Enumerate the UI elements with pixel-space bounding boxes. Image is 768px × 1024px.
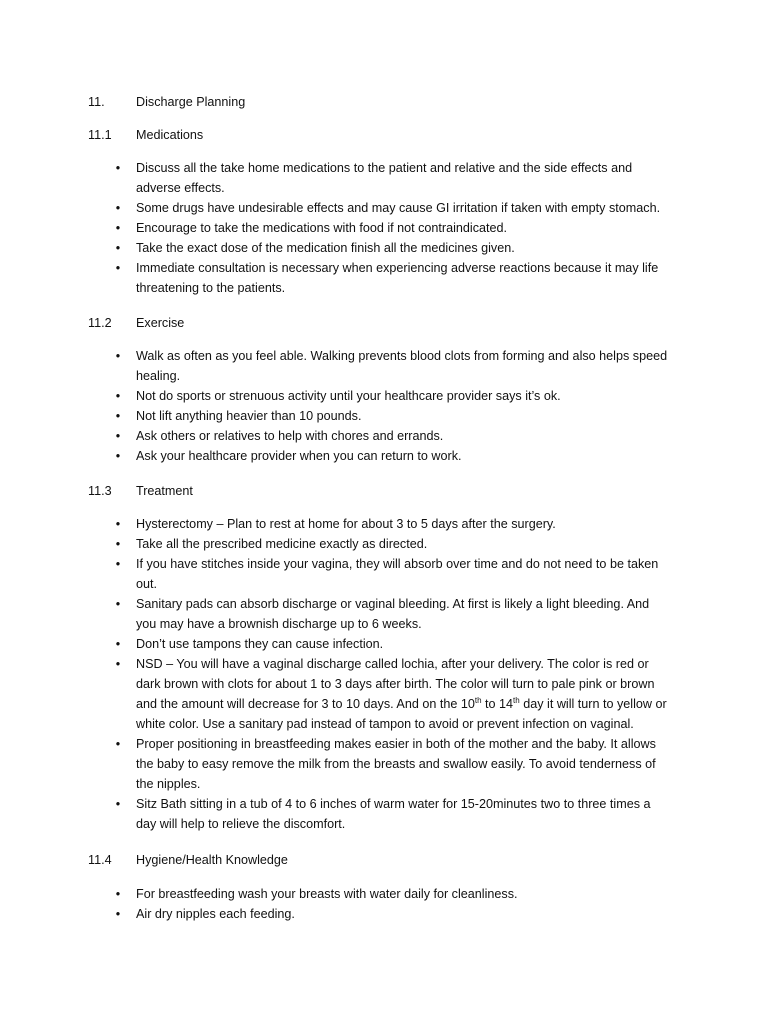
list-item-text: Ask others or relatives to help with chores and errands. [136,429,444,443]
bullet-icon: • [115,907,121,921]
list-item [0,554,768,594]
list-item [0,884,768,904]
exercise-list [0,346,768,466]
list-item [0,734,768,794]
list-item [0,594,768,634]
subsection-title: Medications [136,128,204,142]
list-item [0,406,768,426]
bullet-icon: • [115,887,121,901]
section-title: Discharge Planning [136,95,246,109]
hygiene-list [0,884,768,924]
bullet-icon: • [115,261,121,275]
bullet-icon: • [115,409,121,423]
list-item-text: Not do sports or strenuous activity until your healthcare provider says it’s ok. [136,389,561,403]
list-item [0,218,768,238]
bullet-icon: • [115,557,121,571]
subsection-number: 11.2 [88,316,112,330]
subsection-number: 11.4 [88,853,112,867]
bullet-icon: • [115,537,121,551]
bullet-icon: • [115,221,121,235]
bullet-icon: • [115,201,121,215]
list-item [0,386,768,406]
list-item-text: Take the exact dose of the medication finish all the medicines given. [136,241,515,255]
text-run: day it will turn to yellow or white color. Use a sanitary pad instead of tampon to avoid or prevent infection on vaginal. [136,697,667,731]
text-run: to 14 [481,697,514,711]
medications-list [0,158,768,298]
list-item-text: Encourage to take the medications with food if not contraindicated. [136,221,508,235]
list-item-text [136,657,667,731]
list-item [0,258,768,298]
list-item-text: Some drugs have undesirable effects and may cause GI irritation if taken with empty stomach. [136,201,661,215]
superscript: th [474,695,482,705]
list-item-text: Don’t use tampons they can cause infection. [136,637,384,651]
list-item-text: Proper positioning in breastfeeding makes easier in both of the mother and the baby. It allows the baby to easy remove the milk from the breasts and swallow easily. To avoid tenderness of the nipples. [136,737,656,791]
bullet-icon: • [115,449,121,463]
bullet-icon: • [115,797,121,811]
bullet-icon: • [115,349,121,363]
list-item [0,446,768,466]
section-number: 11. [88,95,105,109]
subsection-title: Treatment [136,484,193,498]
list-item-text: Air dry nipples each feeding. [136,907,295,921]
list-item [0,634,768,654]
subsection-number: 11.1 [88,128,112,142]
list-item [0,904,768,924]
bullet-icon: • [115,389,121,403]
subsection-number: 11.3 [88,484,112,498]
list-item [0,794,768,834]
list-item-text: Take all the prescribed medicine exactly as directed. [136,537,428,551]
bullet-icon: • [115,657,121,671]
bullet-icon: • [115,737,121,751]
list-item-text: Sitz Bath sitting in a tub of 4 to 6 inches of warm water for 15-20minutes two to three times a day will help to relieve the discomfort. [136,797,651,831]
list-item-text: For breastfeeding wash your breasts with water daily for cleanliness. [136,887,518,901]
list-item-text: Discuss all the take home medications to the patient and relative and the side effects and adverse effects. [136,161,633,195]
list-item-text: Hysterectomy – Plan to rest at home for about 3 to 5 days after the surgery. [136,517,556,531]
list-item-text: Not lift anything heavier than 10 pounds. [136,409,362,423]
bullet-icon: • [115,161,121,175]
bullet-icon: • [115,429,121,443]
bullet-icon: • [115,517,121,531]
list-item [0,426,768,446]
bullet-icon: • [115,597,121,611]
treatment-list [0,514,768,834]
list-item [0,346,768,386]
bullet-icon: • [115,241,121,255]
list-item-text: If you have stitches inside your vagina, they will absorb over time and do not need to be taken out. [136,557,659,591]
list-item [0,198,768,218]
list-item-text: Immediate consultation is necessary when experiencing adverse reactions because it may life threatening to the patients. [136,261,659,295]
list-item-text: Ask your healthcare provider when you can return to work. [136,449,462,463]
superscript: th [513,695,520,705]
bullet-icon: • [115,637,121,651]
list-item [0,654,768,734]
list-item-text: Sanitary pads can absorb discharge or vaginal bleeding. At first is likely a light bleeding. And you may have a brownish discharge up to 6 weeks. [136,597,650,631]
subsection-title: Hygiene/Health Knowledge [136,853,288,867]
list-item-text: Walk as often as you feel able. Walking prevents blood clots from forming and also helps speed healing. [136,349,668,383]
list-item [0,534,768,554]
list-item [0,514,768,534]
subsection-title: Exercise [136,316,185,330]
text-run: NSD – You will have a vaginal discharge called lochia, after your delivery. The color is red or dark brown with clots for about 1 to 3 days after birth. The color will turn to pale pink or brown and the amount will decrease for 3 to 10 days. And on the 10 [136,657,655,711]
list-item [0,158,768,198]
list-item [0,238,768,258]
